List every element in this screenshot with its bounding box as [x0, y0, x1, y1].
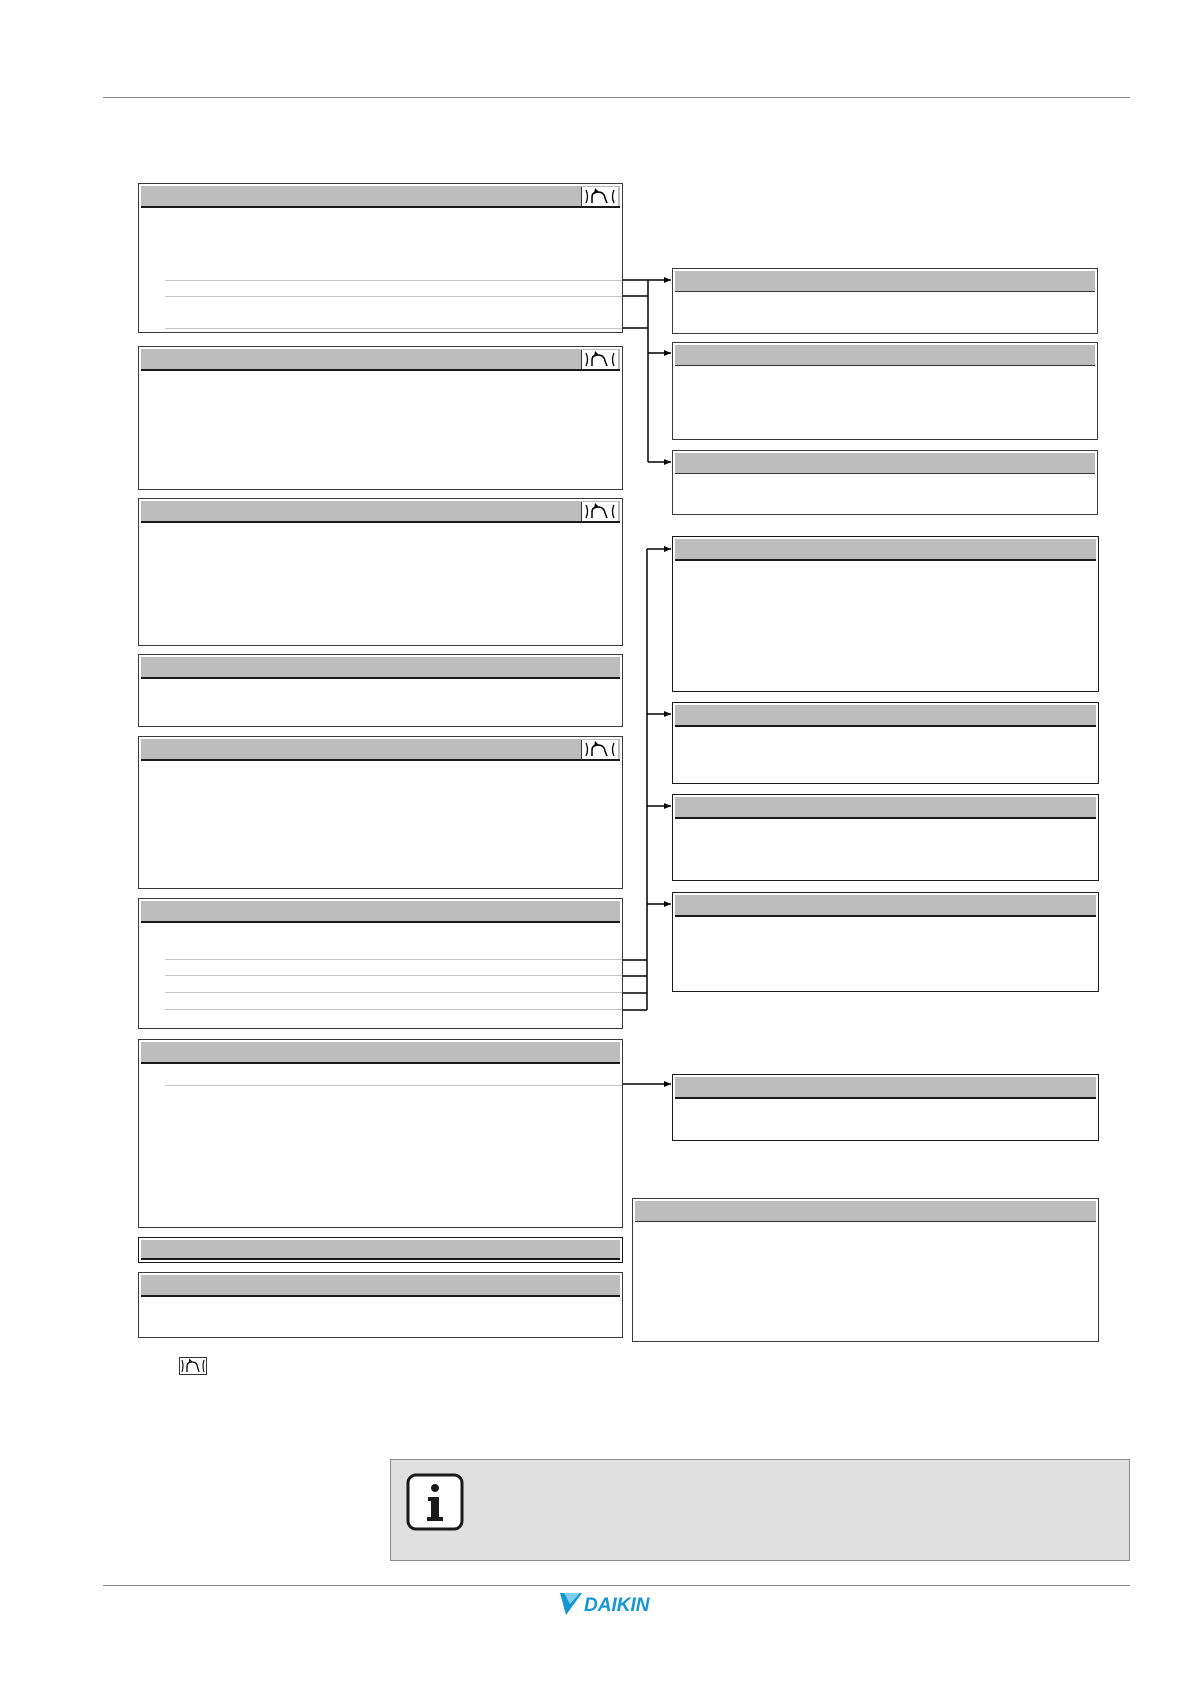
footer-rule [103, 1585, 1130, 1586]
svg-text:DAIKIN: DAIKIN [584, 1595, 650, 1616]
reset-icon [179, 1357, 207, 1375]
daikin-logo [560, 1592, 680, 1616]
note-box [390, 1459, 1130, 1561]
info-icon [406, 1473, 464, 1536]
